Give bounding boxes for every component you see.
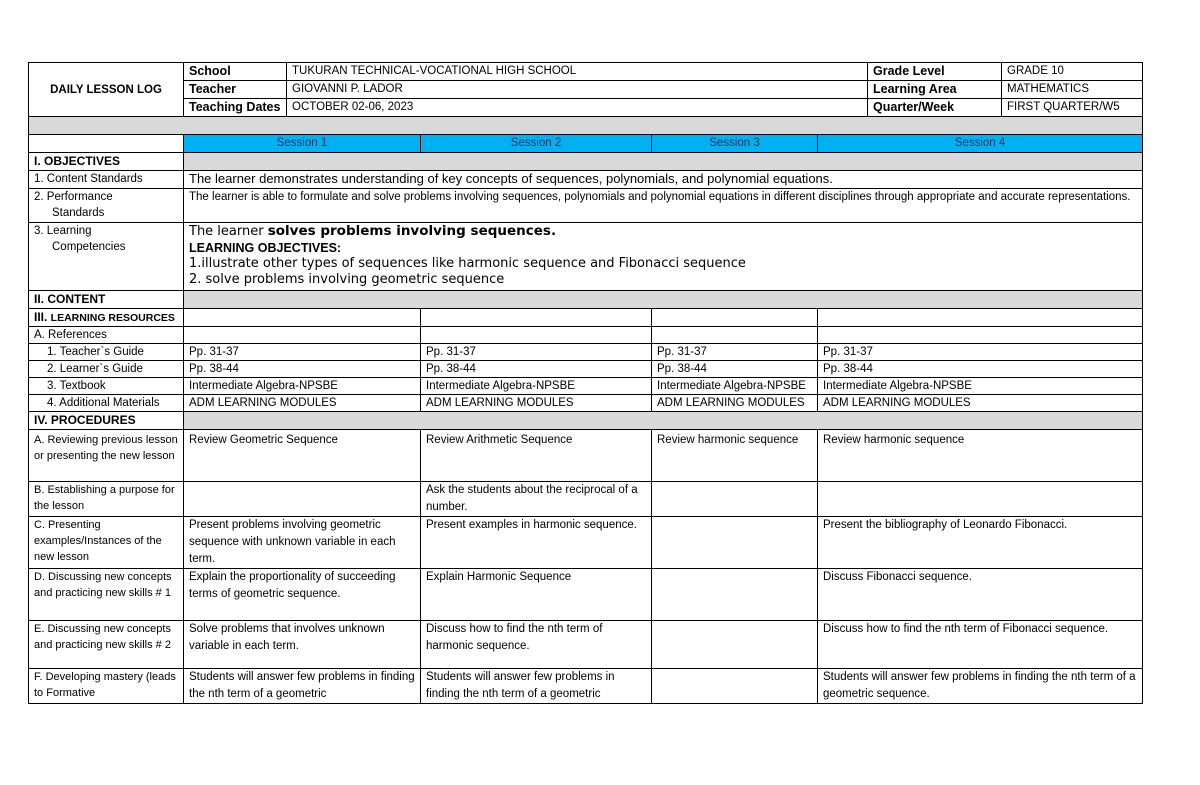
learning-objective-1: 1.illustrate other types of sequences like harmonic sequence and Fibonacci sequence (189, 256, 746, 271)
content-standards-text: The learner demonstrates understanding of key concepts of sequences, polynomials, and polynomial equations. (184, 171, 1143, 189)
procedure-b-s4 (818, 482, 1143, 517)
gray-separator (29, 117, 1143, 135)
content-gray-bar (184, 291, 1143, 309)
learners-guide-label: 2. Learner`s Guide (29, 361, 184, 378)
procedure-e-label: E. Discussing new concepts and practicing new skills # 2 (29, 621, 184, 669)
grade-value: GRADE 10 (1002, 63, 1143, 81)
references-cell-4 (818, 327, 1143, 344)
procedure-b-label: B. Establishing a purpose for the lesson (29, 482, 184, 517)
procedure-c-label: C. Presenting examples/Instances of the new lesson (29, 517, 184, 569)
procedure-a-s2: Review Arithmetic Sequence (421, 430, 652, 482)
resources-cell-4 (818, 309, 1143, 327)
procedure-f-s3 (652, 669, 818, 704)
teachers-guide-label: 1. Teacher`s Guide (29, 344, 184, 361)
procedure-e-s2: Discuss how to find the nth term of harmonic sequence. (421, 621, 652, 669)
procedure-a-s1: Review Geometric Sequence (184, 430, 421, 482)
session-1-header: Session 1 (184, 135, 421, 153)
resources-title-prefix: III. (34, 310, 51, 324)
procedure-e-s4: Discuss how to find the nth term of Fibonacci sequence. (818, 621, 1143, 669)
teachers-guide-s2: Pp. 31-37 (421, 344, 652, 361)
teachers-guide-s4: Pp. 31-37 (818, 344, 1143, 361)
daily-lesson-log-sheet (28, 62, 1142, 704)
learners-guide-s2: Pp. 38-44 (421, 361, 652, 378)
references-cell-1 (184, 327, 421, 344)
procedure-a-s3: Review harmonic sequence (652, 430, 818, 482)
objectives-title: I. OBJECTIVES (29, 153, 184, 171)
procedure-d-s2: Explain Harmonic Sequence (421, 569, 652, 621)
content-standards-label: 1. Content Standards (29, 171, 184, 189)
session-2-header: Session 2 (421, 135, 652, 153)
textbook-s3: Intermediate Algebra-NPSBE (652, 378, 818, 395)
procedure-d-s1: Explain the proportionality of succeeding terms of geometric sequence. (184, 569, 421, 621)
grade-label: Grade Level (868, 63, 1002, 81)
procedure-d-s4: Discuss Fibonacci sequence. (818, 569, 1143, 621)
resources-cell-1 (184, 309, 421, 327)
session-4-header: Session 4 (818, 135, 1143, 153)
learning-objectives-title: LEARNING OBJECTIVES: (189, 241, 342, 255)
procedure-d-label: D. Discussing new concepts and practicing new skills # 1 (29, 569, 184, 621)
additional-materials-s4: ADM LEARNING MODULES (818, 395, 1143, 412)
procedures-title: IV. PROCEDURES (29, 412, 184, 430)
textbook-s2: Intermediate Algebra-NPSBE (421, 378, 652, 395)
performance-standards-label: 2. Performance (34, 191, 113, 203)
procedure-b-s3 (652, 482, 818, 517)
learners-guide-s4: Pp. 38-44 (818, 361, 1143, 378)
learning-area-label: Learning Area (868, 81, 1002, 99)
learners-guide-s3: Pp. 38-44 (652, 361, 818, 378)
teaching-dates-value: OCTOBER 02-06, 2023 (287, 99, 868, 117)
quarter-week-value: FIRST QUARTER/W5 (1002, 99, 1143, 117)
procedure-e-s1: Solve problems that involves unknown variable in each term. (184, 621, 421, 669)
objectives-gray-bar (184, 153, 1143, 171)
quarter-week-label: Quarter/Week (868, 99, 1002, 117)
performance-standards-text: The learner is able to formulate and solve problems involving sequences, polynomials and polynomial equations in different disciplines through appropriate and accurate representations. (184, 189, 1143, 223)
teaching-dates-label: Teaching Dates (184, 99, 287, 117)
procedure-c-s2: Present examples in harmonic sequence. (421, 517, 652, 569)
session-3-header: Session 3 (652, 135, 818, 153)
school-value: TUKURAN TECHNICAL-VOCATIONAL HIGH SCHOOL (287, 63, 868, 81)
resources-cell-2 (421, 309, 652, 327)
learners-guide-s1: Pp. 38-44 (184, 361, 421, 378)
additional-materials-s2: ADM LEARNING MODULES (421, 395, 652, 412)
learning-competencies-label-2: Competencies (52, 241, 126, 253)
procedure-c-s4: Present the bibliography of Leonardo Fibonacci. (818, 517, 1143, 569)
procedure-f-s1: Students will answer few problems in finding the nth term of a geometric (184, 669, 421, 704)
learning-competencies-label: 3. Learning (34, 225, 92, 237)
references-cell-3 (652, 327, 818, 344)
learning-objective-2: 2. solve problems involving geometric sequence (189, 272, 505, 287)
teacher-value: GIOVANNI P. LADOR (287, 81, 868, 99)
additional-materials-s3: ADM LEARNING MODULES (652, 395, 818, 412)
lesson-log-table (28, 62, 1143, 704)
procedure-e-s3 (652, 621, 818, 669)
content-title: II. CONTENT (29, 291, 184, 309)
procedure-b-s1 (184, 482, 421, 517)
procedure-a-s4: Review harmonic sequence (818, 430, 1143, 482)
competency-bold: solves problems involving sequences. (267, 223, 557, 239)
procedure-f-s4: Students will answer few problems in finding the nth term of a geometric sequence. (818, 669, 1143, 704)
procedure-c-s1: Present problems involving geometric sequence with unknown variable in each term. (184, 517, 421, 569)
procedure-f-label: F. Developing mastery (leads to Formative (29, 669, 184, 704)
procedures-gray-bar (184, 412, 1143, 430)
procedure-f-s2: Students will answer few problems in finding the nth term of a geometric (421, 669, 652, 704)
teachers-guide-s1: Pp. 31-37 (184, 344, 421, 361)
resources-title: LEARNING RESOURCES (50, 312, 175, 324)
textbook-s4: Intermediate Algebra-NPSBE (818, 378, 1143, 395)
competency-intro: The learner (189, 224, 268, 239)
log-title: DAILY LESSON LOG (29, 63, 184, 117)
references-label: A. References (29, 327, 184, 344)
teacher-label: Teacher (184, 81, 287, 99)
procedure-b-s2: Ask the students about the reciprocal of a number. (421, 482, 652, 517)
session-corner (29, 135, 184, 153)
performance-standards-label-2: Standards (52, 207, 105, 219)
references-cell-2 (421, 327, 652, 344)
procedure-d-s3 (652, 569, 818, 621)
school-label: School (184, 63, 287, 81)
additional-materials-s1: ADM LEARNING MODULES (184, 395, 421, 412)
procedure-a-label: A. Reviewing previous lesson or presenting the new lesson (29, 430, 184, 482)
teachers-guide-s3: Pp. 31-37 (652, 344, 818, 361)
resources-cell-3 (652, 309, 818, 327)
procedure-c-s3 (652, 517, 818, 569)
textbook-label: 3. Textbook (29, 378, 184, 395)
textbook-s1: Intermediate Algebra-NPSBE (184, 378, 421, 395)
learning-area-value: MATHEMATICS (1002, 81, 1143, 99)
additional-materials-label: 4. Additional Materials (29, 395, 184, 412)
